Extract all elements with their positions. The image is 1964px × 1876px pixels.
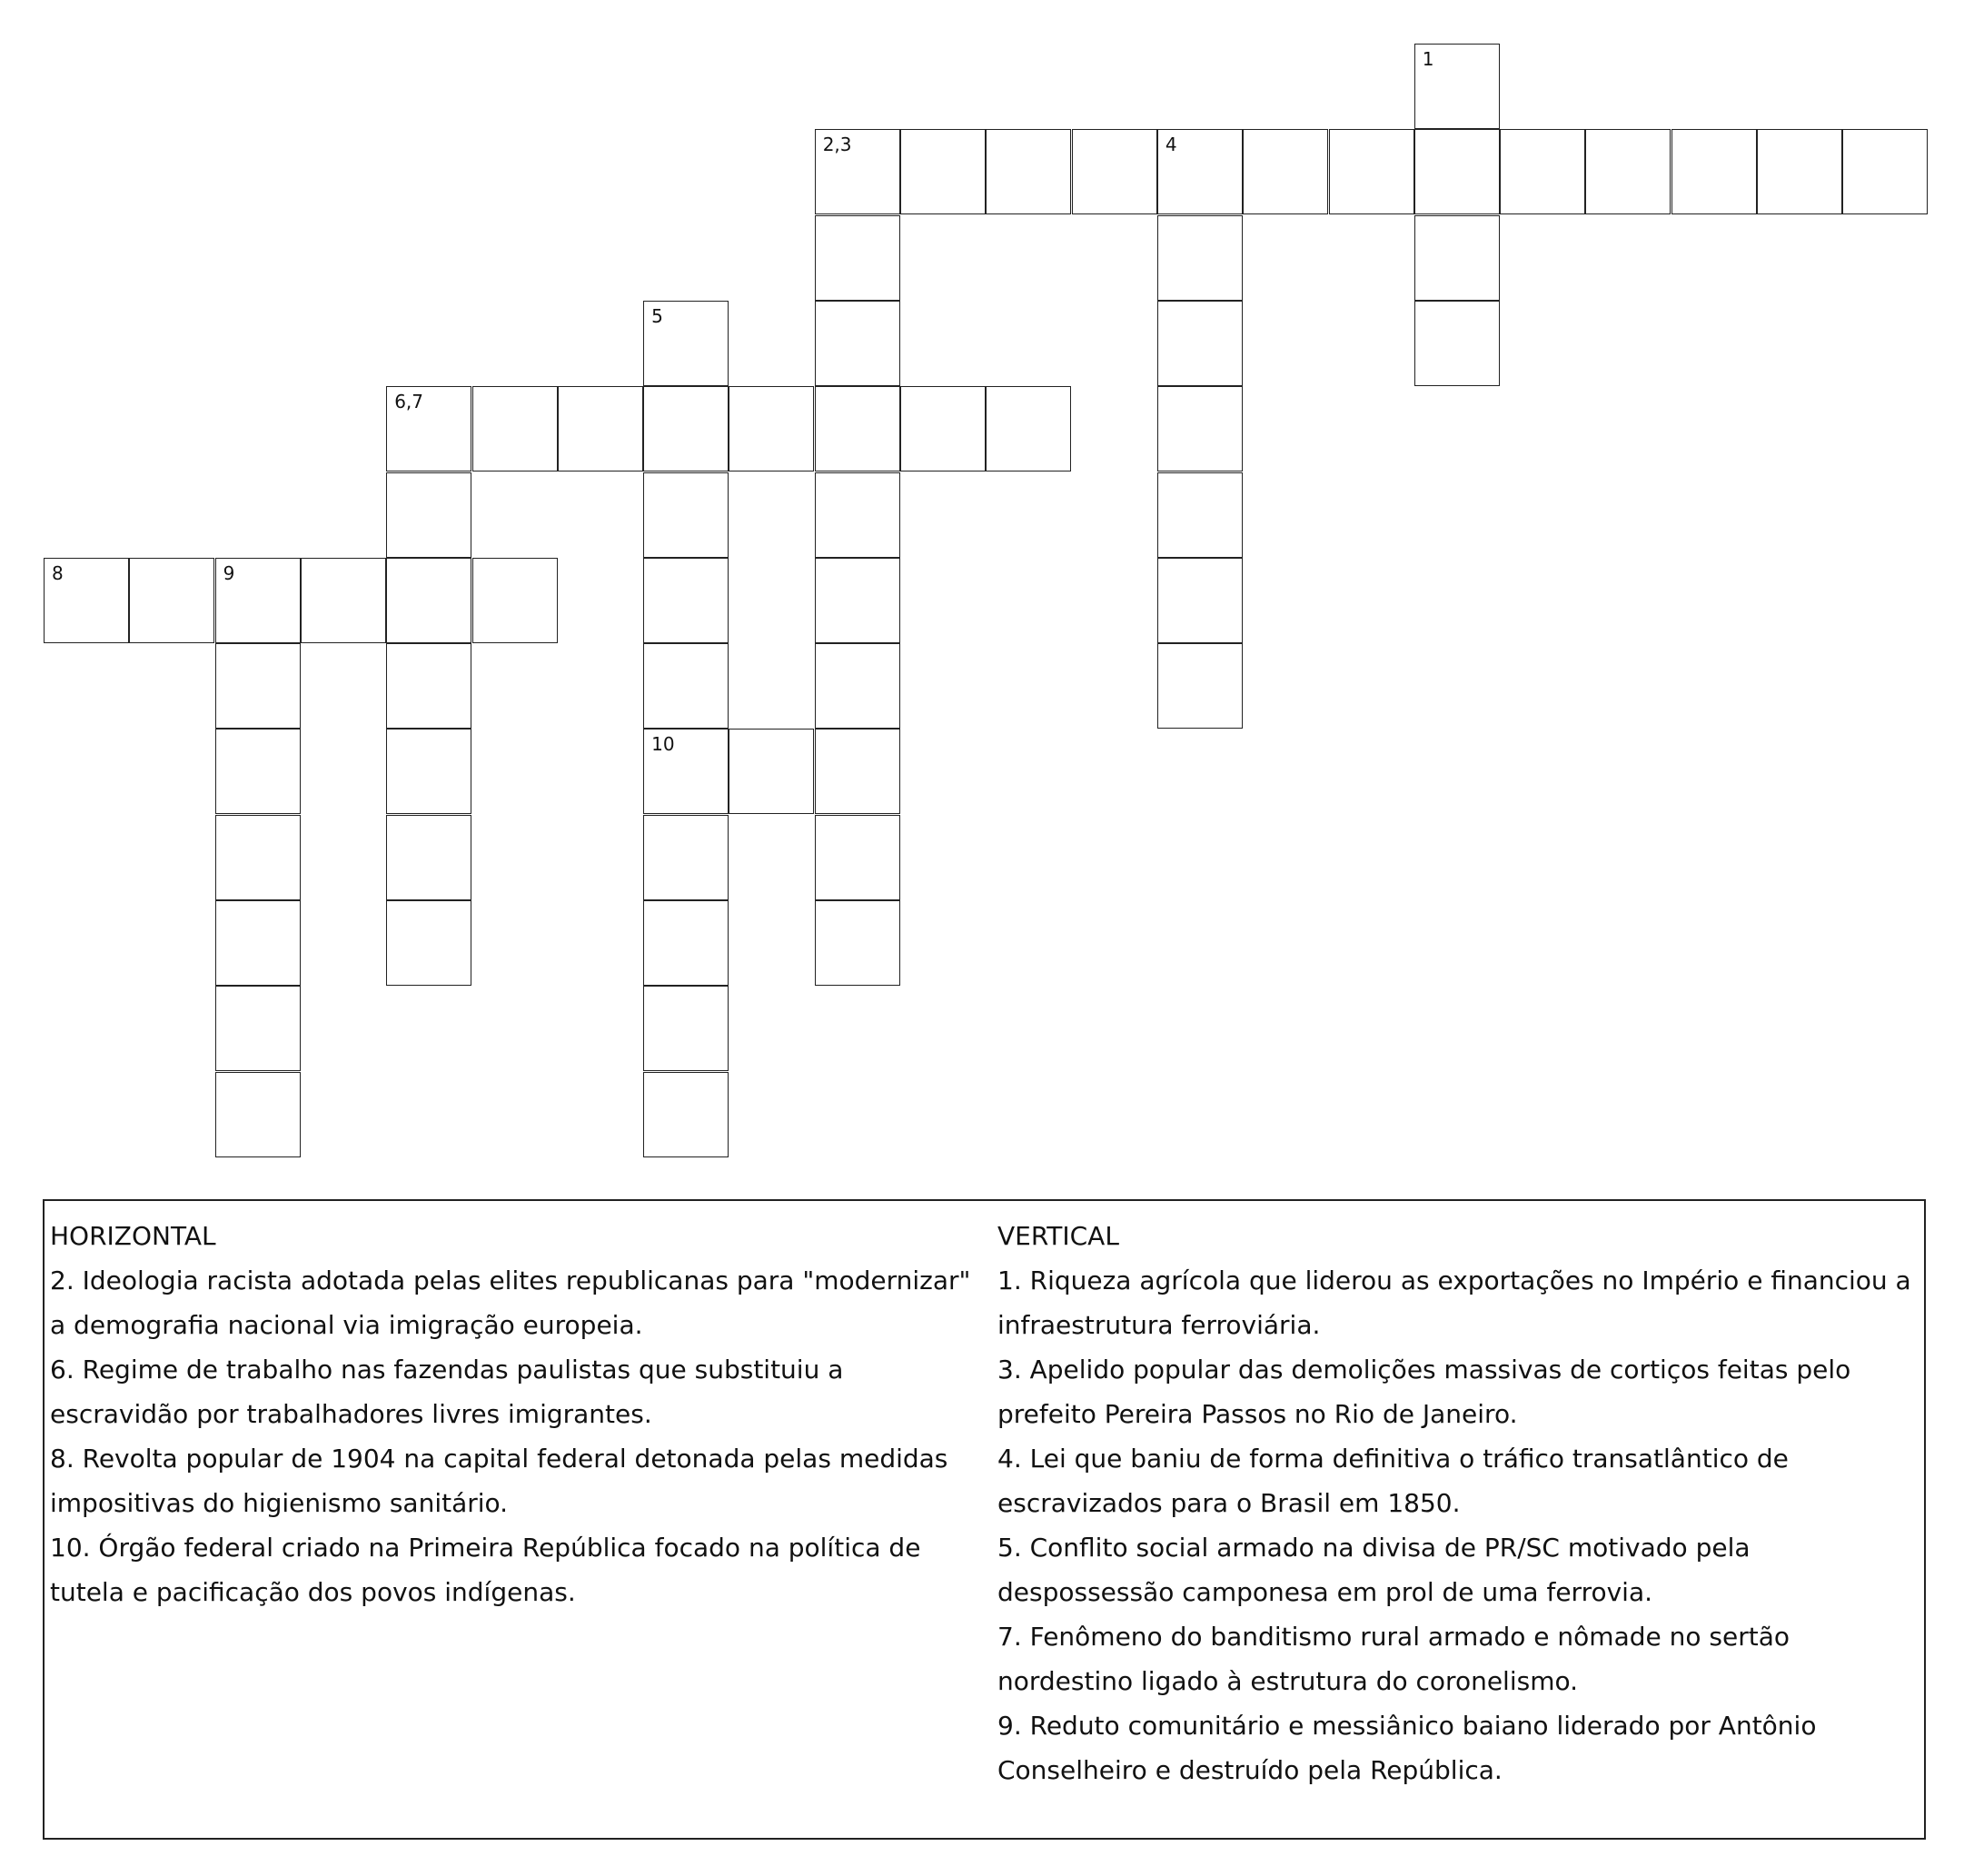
crossword-cell[interactable] [900,129,986,214]
crossword-cell[interactable] [1585,129,1671,214]
crossword-cell[interactable] [215,815,301,900]
crossword-cell[interactable] [386,558,471,643]
crossword-cell[interactable] [986,386,1071,471]
crossword-cell-8[interactable] [44,558,129,643]
horizontal-heading: HORIZONTAL [50,1221,216,1251]
crossword-cell[interactable] [643,558,729,643]
crossword-cell[interactable] [129,558,214,643]
crossword-cell[interactable] [215,1072,301,1157]
crossword-cell[interactable] [643,815,729,900]
crossword-cell[interactable] [386,900,471,986]
crossword-cell[interactable] [643,1072,729,1157]
crossword-cell[interactable] [1157,472,1243,558]
clue-horizontal-2: 2. Ideologia racista adotada pelas elites republicanas para "modernizar" a demografia nacional via imigração europeia. [50,1266,971,1340]
clue-vertical-1: 1. Riqueza agrícola que liderou as exportações no Império e financiou a infraestrutura ferroviária. [997,1266,1911,1340]
crossword-cell[interactable] [815,729,900,814]
crossword-cell[interactable] [815,386,900,471]
crossword-cell-5[interactable] [643,301,729,386]
crossword-cell[interactable] [215,643,301,729]
crossword-cell-9[interactable] [215,558,301,643]
crossword-cell[interactable] [900,386,986,471]
crossword-cell[interactable] [815,900,900,986]
crossword-cell[interactable] [301,558,386,643]
crossword-cell[interactable] [1500,129,1585,214]
clue-vertical-7: 7. Fenômeno do banditismo rural armado e nômade no sertão nordestino ligado à estrutura do coronelismo. [997,1622,1790,1696]
clues-box [43,1199,1926,1840]
crossword-cell[interactable] [386,472,471,558]
crossword-cell[interactable] [1243,129,1328,214]
crossword-cell[interactable] [472,558,558,643]
crossword-cell[interactable] [815,215,900,301]
horizontal-clues [50,1214,977,1614]
crossword-cell[interactable] [215,900,301,986]
crossword-cell-1[interactable] [1414,44,1500,129]
crossword-cell[interactable] [815,643,900,729]
crossword-cell[interactable] [1842,129,1928,214]
crossword-cell[interactable] [815,472,900,558]
crossword-cell[interactable] [1072,129,1157,214]
crossword-cell[interactable] [643,472,729,558]
vertical-heading: VERTICAL [997,1221,1119,1251]
crossword-cell[interactable] [729,386,814,471]
crossword-cell[interactable] [729,729,814,814]
crossword-cell[interactable] [472,386,558,471]
cell-number: 4 [1165,134,1177,156]
crossword-cell[interactable] [1157,301,1243,386]
clue-vertical-4: 4. Lei que baniu de forma definitiva o tráfico transatlântico de escravizados para o Brasil em 1850. [997,1444,1789,1518]
crossword-cell[interactable] [1414,215,1500,301]
crossword-cell[interactable] [1671,129,1757,214]
crossword-cell[interactable] [1329,129,1414,214]
cell-number: 2,3 [822,134,852,156]
crossword-cell[interactable] [1157,558,1243,643]
crossword-cell[interactable] [215,986,301,1071]
crossword-cell[interactable] [1157,215,1243,301]
cell-number: 1 [1422,48,1434,70]
clue-vertical-3: 3. Apelido popular das demolições massivas de cortiços feitas pelo prefeito Pereira Passos no Rio de Janeiro. [997,1355,1851,1429]
crossword-cell[interactable] [1414,301,1500,386]
crossword-cell-10[interactable] [643,729,729,814]
cell-number: 9 [223,561,235,584]
crossword-cell[interactable] [643,643,729,729]
crossword-cell[interactable] [815,815,900,900]
crossword-cell[interactable] [643,986,729,1071]
cell-number: 10 [651,733,675,756]
crossword-cell[interactable] [558,386,643,471]
crossword-cell[interactable] [815,301,900,386]
crossword-cell[interactable] [1757,129,1842,214]
clue-horizontal-10: 10. Órgão federal criado na Primeira República focado na política de tutela e pacificação dos povos indígenas. [50,1533,921,1607]
crossword-cell-6-7[interactable] [386,386,471,471]
cell-number: 5 [651,304,663,327]
vertical-clues [997,1214,1915,1792]
crossword-cell[interactable] [1157,386,1243,471]
crossword-cell[interactable] [1414,129,1500,214]
crossword-cell[interactable] [386,643,471,729]
crossword-cell-2-3[interactable] [815,129,900,214]
crossword-cell[interactable] [386,729,471,814]
crossword-cell[interactable] [986,129,1071,214]
crossword-cell[interactable] [386,815,471,900]
cell-number: 8 [52,561,64,584]
crossword-cell[interactable] [815,558,900,643]
crossword-cell-4[interactable] [1157,129,1243,214]
clue-vertical-5: 5. Conflito social armado na divisa de PR/SC motivado pela despossessão camponesa em prol de uma ferrovia. [997,1533,1751,1607]
cell-number: 6,7 [394,391,423,413]
crossword-cell[interactable] [1157,643,1243,729]
clue-horizontal-8: 8. Revolta popular de 1904 na capital federal detonada pelas medidas impositivas do higienismo sanitário. [50,1444,948,1518]
clue-vertical-9: 9. Reduto comunitário e messiânico baiano liderado por Antônio Conselheiro e destruído pela República. [997,1711,1817,1785]
crossword-cell[interactable] [215,729,301,814]
crossword-cell[interactable] [643,386,729,471]
crossword-cell[interactable] [643,900,729,986]
clue-horizontal-6: 6. Regime de trabalho nas fazendas paulistas que substituiu a escravidão por trabalhadores livres imigrantes. [50,1355,844,1429]
